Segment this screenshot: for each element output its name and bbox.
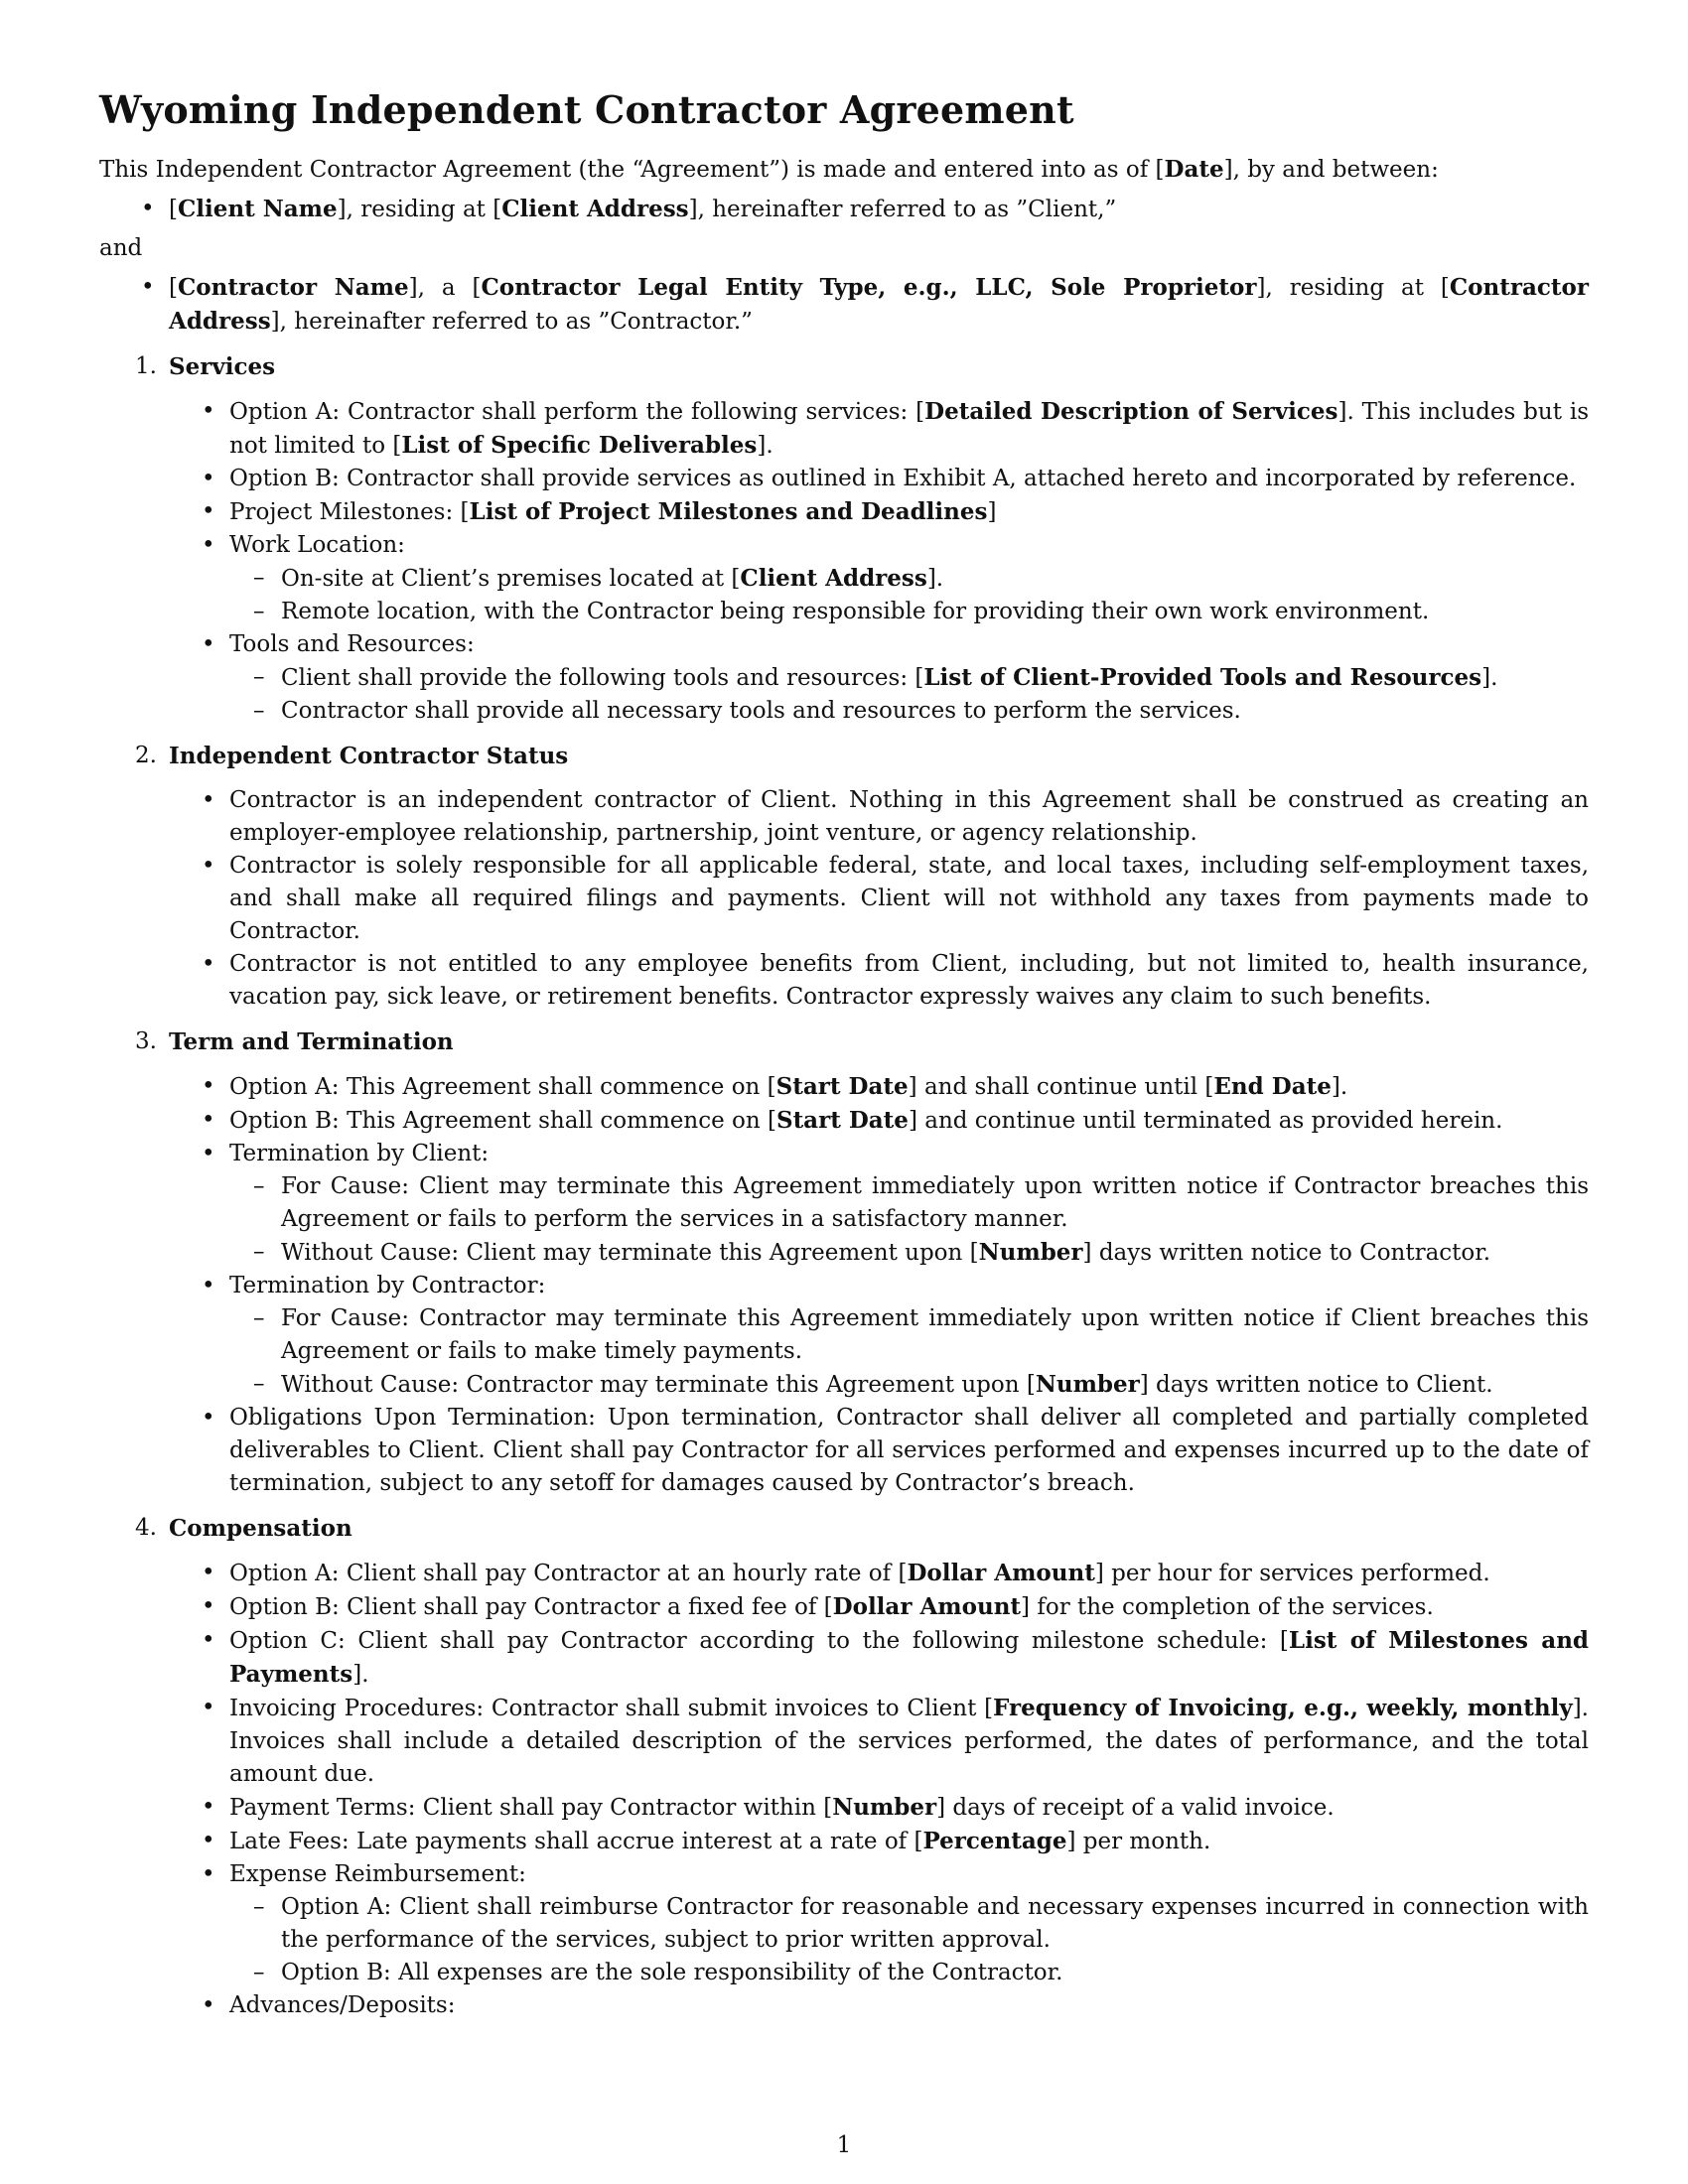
section-heading: 3. Term and Termination (135, 1028, 454, 1055)
contractor-tools: – Contractor shall provide all necessary tools and resources to perform the services. (229, 695, 1589, 728)
intro-paragraph: This Independent Contractor Agreement (the “Agreement”) is made and entered into as of [Date], by and between: (99, 156, 1439, 183)
services-option-b: • Option B: Contractor shall provide services as outlined in Exhibit A, attached hereto and incorporated by reference. (99, 463, 1589, 495)
obligations-upon-termination: • Obligations Upon Termination: Upon termination, Contractor shall deliver all completed and partially completed deliverables to Client. Client shall pay Contractor for all services performed and expenses incurred up to the date of termination, subject to any setoff for damages caused by Contractor’s breach. (99, 1402, 1589, 1500)
compensation-option-b: • Option B: Client shall pay Contractor a fixed fee of [Dollar Amount] for the completion of the services. (99, 1590, 1589, 1624)
compensation-option-a: • Option A: Client shall pay Contractor at an hourly rate of [Dollar Amount] per hour for services performed. (99, 1557, 1589, 1590)
date-placeholder: Date (1164, 156, 1224, 183)
sections-list (99, 350, 1589, 2022)
expense-option-b: – Option B: All expenses are the sole responsibility of the Contractor. (229, 1957, 1589, 1989)
invoicing-procedures: • Invoicing Procedures: Contractor shall submit invoices to Client [Frequency of Invoicing, e.g., weekly, monthly]. Invoices shall include a detailed description of the services performed, the dates of performance, and the total amount due. (99, 1692, 1589, 1791)
advances-deposits: • Advances/Deposits: (99, 1989, 1589, 2022)
section-compensation (99, 1512, 1589, 2022)
client-tools: – Client shall provide the following tools and resources: [List of Client-Provided Tools and Resources]. (229, 661, 1589, 695)
section-heading: 4. Compensation (135, 1515, 352, 1542)
tools-resources: • Tools and Resources: – Client shall provide the following tools and resources: [List of Client-Provided Tools and Resources]. – Contractor shall provide all necessary tools and resources to perform the services. (99, 628, 1589, 728)
contractor-for-cause: – For Cause: Contractor may terminate this Agreement immediately upon written notice if Client breaches this Agreement or fails to make timely payments. (229, 1302, 1589, 1368)
termination-by-client: • Termination by Client: – For Cause: Client may terminate this Agreement immediately upon written notice if Contractor breaches this Agreement or fails to perform the services in a satisfactory manner. – Without Cause: Client may terminate this Agreement upon [Number] days written notice to Contractor. (99, 1138, 1589, 1270)
section-services (99, 350, 1589, 728)
client-for-cause: – For Cause: Client may terminate this Agreement immediately upon written notice if Contractor breaches this Agreement or fails to perform the services in a satisfactory manner. (229, 1170, 1589, 1236)
page-title: Wyoming Independent Contractor Agreement (99, 87, 1074, 132)
client-party-list (99, 193, 1589, 226)
expense-option-a: – Option A: Client shall reimburse Contractor for reasonable and necessary expenses incurred in connection with the performance of the services, subject to prior written approval. (229, 1891, 1589, 1957)
status-paragraph-1: • Contractor is an independent contractor of Client. Nothing in this Agreement shall be construed as creating an employer-employee relationship, partnership, joint venture, or agency relationship. (99, 784, 1589, 850)
document-page (99, 0, 1589, 2184)
term-option-b: • Option B: This Agreement shall commence on [Start Date] and continue until terminated as provided herein. (99, 1104, 1589, 1138)
contractor-party-list (99, 271, 1589, 339)
page-number: 1 (836, 2132, 852, 2158)
services-option-a: • Option A: Contractor shall perform the following services: [Detailed Description of Services]. This includes but is not limited to [List of Specific Deliverables]. (99, 395, 1589, 463)
payment-terms: • Payment Terms: Client shall pay Contractor within [Number] days of receipt of a valid invoice. (99, 1791, 1589, 1825)
expense-reimbursement: • Expense Reimbursement: – Option A: Client shall reimburse Contractor for reasonable and necessary expenses incurred in connection with the performance of the services, subject to prior written approval. – Option B: All expenses are the sole responsibility of the Contractor. (99, 1858, 1589, 1989)
project-milestones: • Project Milestones: [List of Project Milestones and Deadlines] (99, 495, 1589, 529)
compensation-option-c: • Option C: Client shall pay Contractor according to the following milestone schedule: [List of Milestones and Payments]. (99, 1624, 1589, 1692)
termination-by-contractor: • Termination by Contractor: – For Cause: Contractor may terminate this Agreement immediately upon written notice if Client breaches this Agreement or fails to make timely payments. – Without Cause: Contractor may terminate this Agreement upon [Number] days written notice to Client. (99, 1270, 1589, 1402)
term-option-a: • Option A: This Agreement shall commence on [Start Date] and shall continue until [End Date]. (99, 1070, 1589, 1104)
contractor-without-cause: – Without Cause: Contractor may terminate this Agreement upon [Number] days written notice to Client. (229, 1368, 1589, 1402)
section-heading: 1. Services (135, 353, 276, 380)
status-paragraph-3: • Contractor is not entitled to any employee benefits from Client, including, but not limited to, health insurance, vacation pay, sick leave, or retirement benefits. Contractor expressly waives any claim to such benefits. (99, 948, 1589, 1014)
and-separator: and (99, 235, 143, 261)
work-location-onsite: – On-site at Client’s premises located at [Client Address]. (229, 562, 1589, 596)
late-fees: • Late Fees: Late payments shall accrue interest at a rate of [Percentage] per month. (99, 1825, 1589, 1858)
contractor-party: • [Contractor Name], a [Contractor Legal Entity Type, e.g., LLC, Sole Proprietor], residing at [Contractor Address], hereinafter referred to as ”Contractor.” (99, 271, 1589, 339)
section-contractor-status (99, 740, 1589, 1014)
client-without-cause: – Without Cause: Client may terminate this Agreement upon [Number] days written notice to Contractor. (229, 1236, 1589, 1270)
status-paragraph-2: • Contractor is solely responsible for all applicable federal, state, and local taxes, including self-employment taxes, and shall make all required filings and payments. Client will not withhold any taxes from payments made to Contractor. (99, 850, 1589, 948)
section-term-termination (99, 1025, 1589, 1500)
work-location-remote: – Remote location, with the Contractor being responsible for providing their own work environment. (229, 596, 1589, 628)
client-party: • [Client Name], residing at [Client Address], hereinafter referred to as ”Client,” (99, 193, 1589, 226)
work-location: • Work Location: – On-site at Client’s premises located at [Client Address]. – Remote location, with the Contractor being responsible for providing their own work environment. (99, 529, 1589, 628)
section-heading: 2. Independent Contractor Status (135, 743, 569, 769)
